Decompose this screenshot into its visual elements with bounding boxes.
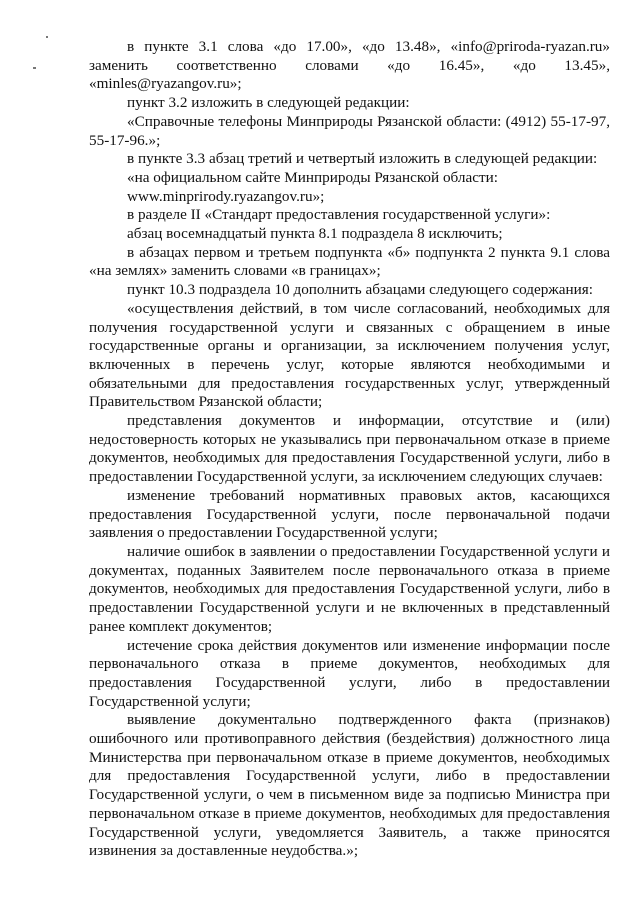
paragraph: абзац восемнадцатый пункта 8.1 подраздела 8 исключить; <box>127 225 503 243</box>
document-body <box>89 38 610 861</box>
paragraph: наличие ошибок в заявлении о предоставлении Государственной услуги и документах, поданных Заявителем после первоначального отказа в приеме документов, необходимых для предоставления Государственной услуги, либо в предоставлении Государственной услуги и не включенных в представленный ранее комплект документов; <box>89 542 610 635</box>
paragraph: «Справочные телефоны Минприроды Рязанской области: (4912) 55-17-97, 55-17-96.»; <box>89 112 610 149</box>
paragraph: «осуществления действий, в том числе согласований, необходимых для получения государственной услуги и связанных с обращением в иные государственные органы и организации, за исключением получения услуг, включенных в перечень услуг, которые являются необходимыми и обязательными для предоставления государственных услуг, утвержденный Правительством Рязанской области; <box>89 299 610 411</box>
scan-speck <box>46 36 48 38</box>
paragraph: в пункте 3.3 абзац третий и четвертый изложить в следующей редакции: <box>127 150 598 168</box>
paragraph: www.minprirody.ryazangov.ru»; <box>127 187 325 205</box>
paragraph: пункт 10.3 подраздела 10 дополнить абзацами следующего содержания: <box>127 281 593 299</box>
paragraph: представления документов и информации, отсутствие и (или) недостоверность которых не указывались при первоначальном отказе в приеме документов, необходимых для предоставления Государственной услуги, либо в предоставлении Государственной услуги, за исключением следующих случаев: <box>89 412 610 486</box>
paragraph: в абзацах первом и третьем подпункта «б» подпункта 2 пункта 9.1 слова «на землях» заменить словами «в границах»; <box>89 243 610 280</box>
paragraph: выявление документально подтвержденного факта (признаков) ошибочного или противоправного действия (бездействия) должностного лица Министерства при первоначальном отказе в приеме документов, необходимых для предоставления Государственной услуги, либо в предоставлении Государственной услуги, о чем в письменном виде за подписью Министра при первоначальном отказе в приеме документов, необходимых для предоставления Государственной услуги, уведомляется Заявитель, а также приносятся извинения за доставленные неудобства.»; <box>89 711 610 860</box>
paragraph: истечение срока действия документов или изменение информации после первоначального отказа в приеме документов, необходимых для предоставления Государственной услуги, либо в предоставлении Государственной услуги; <box>89 636 610 710</box>
paragraph: изменение требований нормативных правовых актов, касающихся предоставления Государственной услуги, после первоначальной подачи заявления о предоставлении Государственной услуги; <box>89 486 610 542</box>
scan-speck <box>33 67 36 69</box>
paragraph: в разделе II «Стандарт предоставления государственной услуги»: <box>127 206 551 224</box>
paragraph: «на официальном сайте Минприроды Рязанской области: <box>127 168 498 186</box>
paragraph: пункт 3.2 изложить в следующей редакции: <box>127 94 410 112</box>
paragraph: в пункте 3.1 слова «до 17.00», «до 13.48», «info@priroda-ryazan.ru» заменить соответственно словами «до 16.45», «до 13.45», «minles@ryazangov.ru»; <box>89 38 610 93</box>
